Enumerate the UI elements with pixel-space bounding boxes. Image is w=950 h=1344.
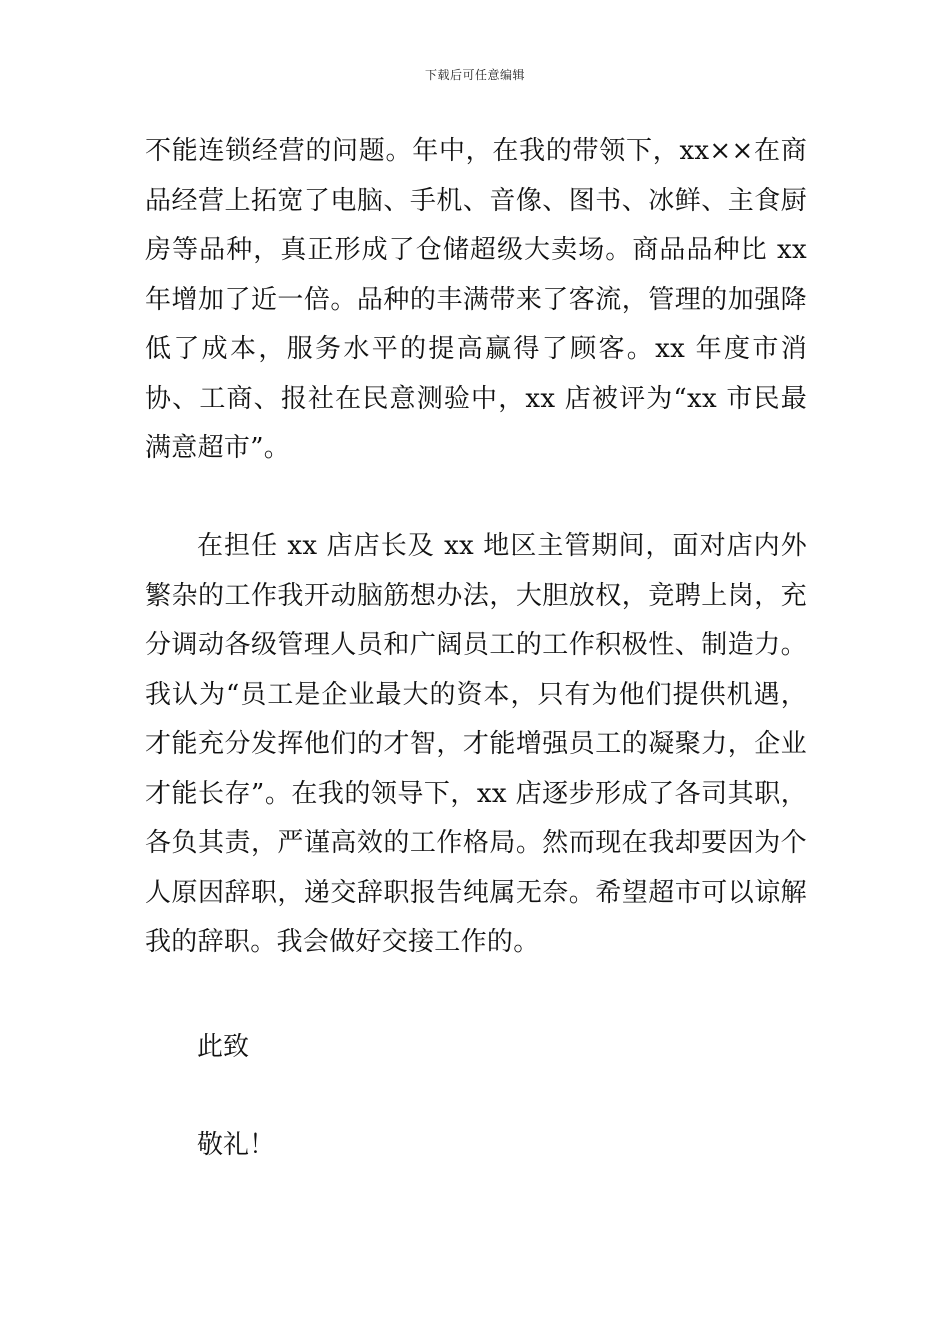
header-note: 下载后可任意编辑 [424, 68, 525, 82]
paragraph-achievements: 不能连锁经营的问题。年中，在我的带领下，xx××在商品经营上拓宽了电脑、手机、音像、图书、冰鲜、主食厨房等品种，真正形成了仓储超级大卖场。商品品种比 xx 年增加了近一倍。品种的丰满带来了客流，管理的加强降低了成本，服务水平的提高赢得了顾客。xx 年度市消协、工商、报社在民意测验中，xx 店被评为“xx 市民最满意超市”。 [145, 136, 807, 463]
closing-regards: 敬礼！ [197, 1130, 276, 1160]
closing-salutation: 此致 [197, 1032, 250, 1062]
paragraph-resignation: 在担任 xx 店店长及 xx 地区主管期间，面对店内外繁杂的工作我开动脑筋想办法，大胆放权，竞聘上岗，充分调动各级管理人员和广阔员工的工作积极性、制造力。我认为“员工是企业最大的资本，只有为他们提供机遇，才能充分发挥他们的才智，才能增强员工的凝聚力，企业才能长存”。在我的领导下，xx 店逐步形成了各司其职，各负其责，严谨高效的工作格局。然而现在我却要因为个人原因辞职，递交辞职报告纯属无奈。希望超市可以谅解我的辞职。我会做好交接工作的。 [145, 531, 807, 957]
